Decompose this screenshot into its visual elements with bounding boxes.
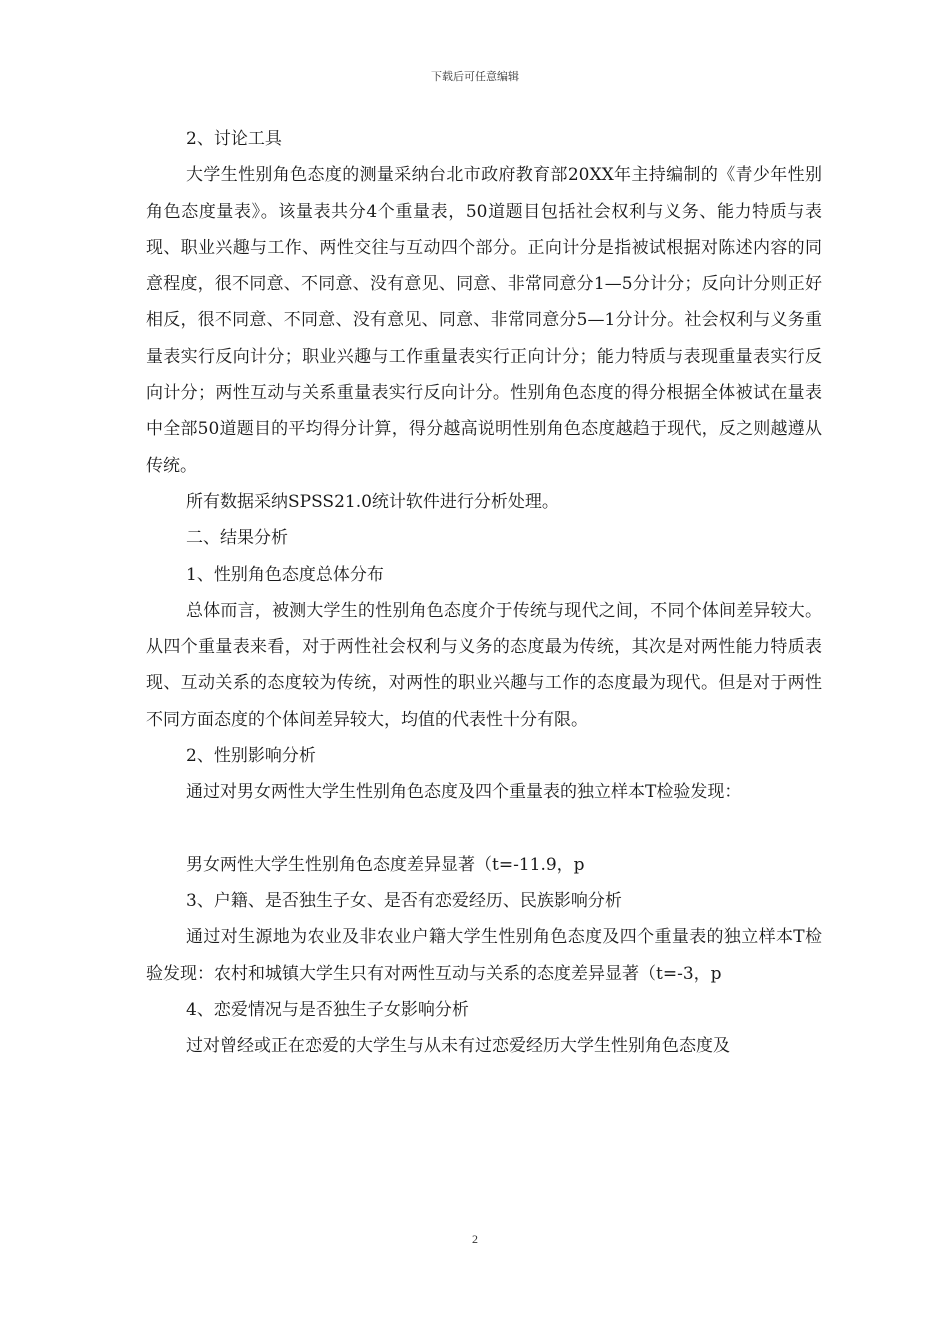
page-header: 下载后可任意编辑 <box>431 70 519 83</box>
paragraph-gender-result: 男女两性大学生性别角色态度差异显著（t=-11.9，p <box>186 854 585 875</box>
paragraph-household-result: 通过对生源地为农业及非农业户籍大学生性别角色态度及四个重量表的独立样本T检验发现：农村和城镇大学生只有对两性互动与关系的态度差异显著（t=-3，p <box>146 927 822 984</box>
subheading-love-influence: 4、恋爱情况与是否独生子女影响分析 <box>186 999 469 1020</box>
page-number: 2 <box>472 1232 478 1246</box>
subheading-gender-influence: 2、性别影响分析 <box>186 746 316 767</box>
paragraph-t-test-intro: 通过对男女两性大学生性别角色态度及四个重量表的独立样本T检验发现： <box>186 782 742 803</box>
section-heading-results: 二、结果分析 <box>186 528 288 549</box>
document-body <box>146 121 822 1064</box>
section-heading-research-tools: 2、讨论工具 <box>186 129 282 149</box>
paragraph-measurement: 大学生性别角色态度的测量采纳台北市政府教育部20XX年主持编制的《青少年性别角色态度量表》。该量表共分4个重量表，50道题目包括社会权利与义务、能力特质与表现、职业兴趣与工作、两性交往与互动四个部分。正向计分是指被试根据对陈述内容的同意程度，很不同意、不同意、没有意见、同意、非常同意分1—5分计分；反向计分则正好相反，很不同意、不同意、没有意见、同意、非常同意分5—1分计分。社会权利与义务重量表实行反向计分；职业兴趣与工作重量表实行正向计分；能力特质与表现重量表实行反向计分；两性互动与关系重量表实行反向计分。性别角色态度的得分根据全体被试在量表中全部50道题目的平均得分计算，得分越高说明性别角色态度越趋于现代，反之则越遵从传统。 <box>146 165 822 476</box>
subheading-household-influence: 3、户籍、是否独生子女、是否有恋爱经历、民族影响分析 <box>186 890 622 911</box>
blank-line <box>146 811 822 847</box>
subheading-overall-distribution: 1、性别角色态度总体分布 <box>186 564 384 585</box>
paragraph-overall: 总体而言，被测大学生的性别角色态度介于传统与现代之间，不同个体间差异较大。从四个重量表来看，对于两性社会权利与义务的态度最为传统，其次是对两性能力特质表现、互动关系的态度较为传统，对两性的职业兴趣与工作的态度最为现代。但是对于两性不同方面态度的个体间差异较大，均值的代表性十分有限。 <box>146 600 822 730</box>
paragraph-spss: 所有数据采纳SPSS21.0统计软件进行分析处理。 <box>186 491 559 512</box>
paragraph-love-result: 过对曾经或正在恋爱的大学生与从未有过恋爱经历大学生性别角色态度及 <box>186 1036 730 1057</box>
